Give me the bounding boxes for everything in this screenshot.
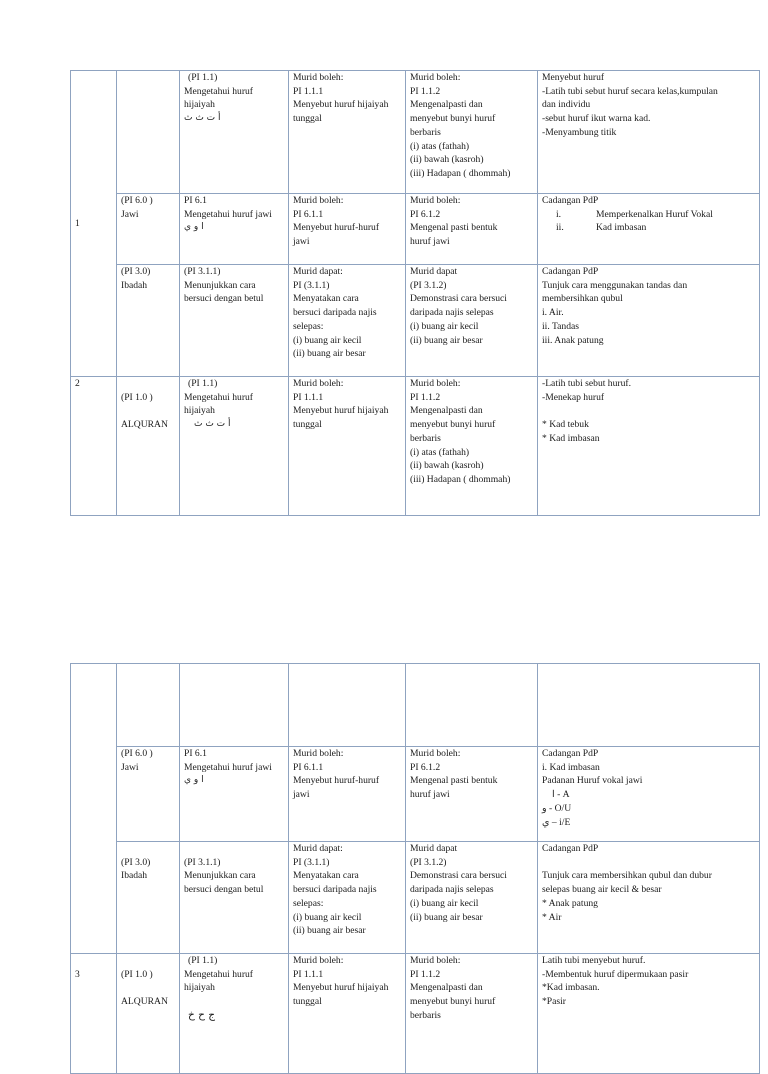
learning-standard-cell: Murid boleh: PI 1.1.2 Mengenalpasti dan menyebut bunyi huruf berbaris (i) atas (fathah) (ii) bawah (kasroh) (iii) Hadapan ( dhommah) [406, 377, 538, 516]
module-cell [117, 71, 180, 194]
module-cell [117, 664, 180, 747]
standard-cell: PI 6.1 Mengetahui huruf jawi ا و ي [180, 194, 289, 265]
learning-standard-cell: Murid boleh: PI 6.1.2 Mengenal pasti bentuk huruf jawi [406, 747, 538, 842]
standard-cell [180, 664, 289, 747]
week-number-cell [71, 664, 117, 954]
activity-cell: Latih tubi menyebut huruf. -Membentuk huruf dipermukaan pasir *Kad imbasan. *Pasir [538, 954, 760, 1074]
learning-standard-cell: Murid boleh: PI 1.1.2 Mengenalpasti dan menyebut bunyi huruf berbaris (i) atas (fathah) (ii) bawah (kasroh) (iii) Hadapan ( dhommah) [406, 71, 538, 194]
standard-cell: PI 6.1 Mengetahui huruf jawi ا و ي [180, 747, 289, 842]
learning-standard-cell: Murid dapat (PI 3.1.2) Demonstrasi cara bersuci daripada najis selepas (i) buang air kecil (ii) buang air besar [406, 842, 538, 954]
lesson-plan-table-2 [70, 663, 760, 1074]
table-row [71, 265, 760, 377]
week-number: 3 [75, 968, 80, 980]
standard-cell: (PI 3.1.1) Menunjukkan cara bersuci dengan betul [180, 265, 289, 377]
list-item: ii. Kad imbasan [556, 222, 647, 234]
list-item: i. Memperkenalkan Huruf Vokal [556, 208, 713, 220]
week-number-cell [71, 71, 117, 377]
table-row [71, 71, 760, 194]
objective-cell: Murid boleh: PI 6.1.1 Menyebut huruf-huruf jawi [289, 194, 406, 265]
activity-cell: Menyebut huruf -Latih tubi sebut huruf secara kelas,kumpulan dan individu -sebut huruf ikut warna kad. -Menyambung titik [538, 71, 760, 194]
learning-standard-cell: Murid boleh: PI 1.1.2 Mengenalpasti dan menyebut bunyi huruf berbaris [406, 954, 538, 1074]
arabic-letters: ا و ي [184, 775, 204, 786]
lesson-plan-table-1 [70, 70, 760, 516]
table-row [71, 664, 760, 747]
objective-cell: Murid dapat: PI (3.1.1) Menyatakan cara bersuci daripada najis selepas: (i) buang air kecil (ii) buang air besar [289, 265, 406, 377]
module-cell: (PI 3.0) Ibadah [117, 842, 180, 954]
learning-standard-cell: Murid dapat (PI 3.1.2) Demonstrasi cara bersuci daripada najis selepas (i) buang air kecil (ii) buang air besar [406, 265, 538, 377]
week-number: 1 [75, 217, 80, 229]
activity-cell: Cadangan PdP i. Memperkenalkan Huruf Vokal ii. Kad imbasan [538, 194, 760, 265]
module-cell: (PI 6.0 ) Jawi [117, 747, 180, 842]
learning-standard-cell [406, 664, 538, 747]
arabic-letters: ا و ي [184, 222, 204, 233]
objective-cell: Murid boleh: PI 1.1.1 Menyebut huruf hijaiyah tunggal [289, 377, 406, 516]
standard-cell: (PI 1.1) Mengetahui huruf hijaiyah أ ت ث ث [180, 71, 289, 194]
activity-cell: Cadangan PdP Tunjuk cara membersihkan qubul dan dubur selepas buang air kecil & besar * Anak patung * Air [538, 842, 760, 954]
week-number-cell [71, 954, 117, 1074]
table-row [71, 747, 760, 842]
activity-cell: Cadangan PdP Tunjuk cara menggunakan tandas dan membersihkan qubul i. Air. ii. Tandas iii. Anak patung [538, 265, 760, 377]
module-cell: (PI 1.0 ) ALQURAN [117, 377, 180, 516]
arabic-letters: أ ت ث ث [184, 113, 221, 124]
objective-cell: Murid boleh: PI 1.1.1 Menyebut huruf hijaiyah tunggal [289, 71, 406, 194]
activity-cell: Cadangan PdP i. Kad imbasan Padanan Huruf vokal jawi ا - A و - O/U ي – i/E [538, 747, 760, 842]
week-number: 2 [75, 378, 80, 389]
standard-cell: (PI 3.1.1) Menunjukkan cara bersuci dengan betul [180, 842, 289, 954]
objective-cell [289, 664, 406, 747]
standard-cell: (PI 1.1) Mengetahui huruf hijaiyah ج ح خ [180, 954, 289, 1074]
module-cell: (PI 3.0) Ibadah [117, 265, 180, 377]
standard-cell: (PI 1.1) Mengetahui huruf hijaiyah أ ت ث ث [180, 377, 289, 516]
table-row [71, 377, 760, 516]
table-row [71, 954, 760, 1074]
learning-standard-cell: Murid boleh: PI 6.1.2 Mengenal pasti bentuk huruf jawi [406, 194, 538, 265]
arabic-letters: أ ت ث ث [194, 419, 231, 430]
objective-cell: Murid boleh: PI 1.1.1 Menyebut huruf hijaiyah tunggal [289, 954, 406, 1074]
table-row [71, 194, 760, 265]
table-row [71, 842, 760, 954]
activity-cell: -Latih tubi sebut huruf. -Menekap huruf * Kad tebuk * Kad imbasan [538, 377, 760, 516]
activity-cell [538, 664, 760, 747]
arabic-letters: ج ح خ [188, 1008, 216, 1021]
module-cell: (PI 6.0 ) Jawi [117, 194, 180, 265]
week-number-cell [71, 377, 117, 516]
objective-cell: Murid dapat: PI (3.1.1) Menyatakan cara bersuci daripada najis selepas: (i) buang air kecil (ii) buang air besar [289, 842, 406, 954]
module-cell: (PI 1.0 ) ALQURAN [117, 954, 180, 1074]
objective-cell: Murid boleh: PI 6.1.1 Menyebut huruf-huruf jawi [289, 747, 406, 842]
